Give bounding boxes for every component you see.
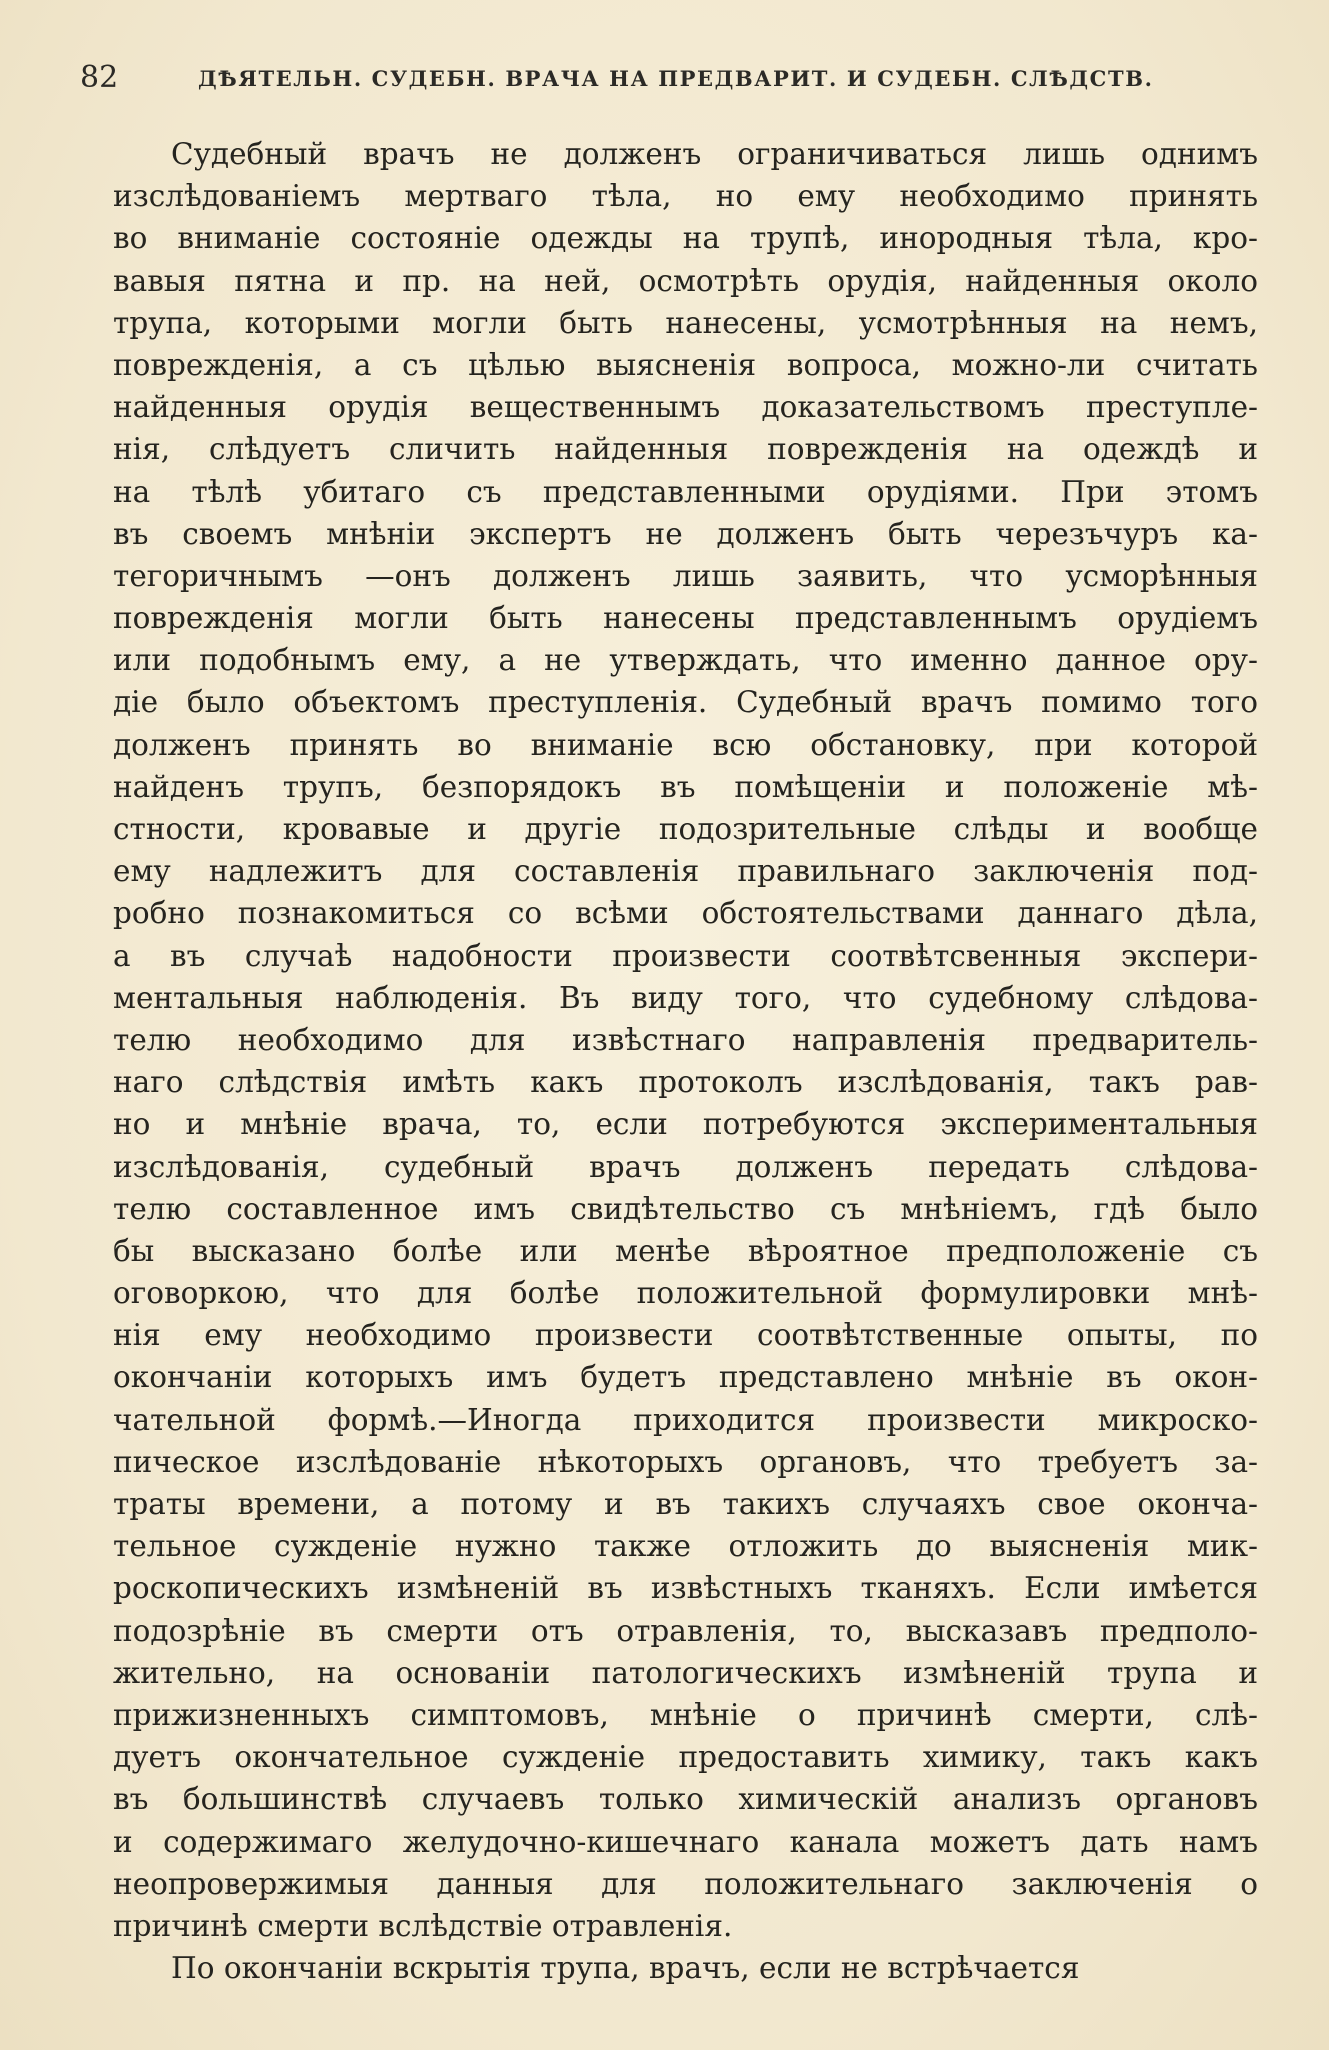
text-line: во вниманіе состояніе одежды на трупѣ, инородныя тѣла, кро-	[113, 221, 1258, 256]
text-line: бы высказано болѣе или менѣе вѣроятное предположеніе съ	[113, 1233, 1258, 1268]
text-line: тельное сужденіе нужно также отложить до выясненія мик-	[113, 1529, 1258, 1564]
text-line: поврежденія могли быть нанесены представленнымъ орудіемъ	[113, 601, 1258, 636]
running-title: ДѢЯТЕЛЬН. СУДЕБН. ВРАЧА НА ПРЕДВАРИТ. И СУДЕБН. СЛѢДСТВ.	[198, 66, 1154, 91]
text-line: на тѣлѣ убитаго съ представленными орудіями. При этомъ	[113, 474, 1258, 509]
text-line: ментальныя наблюденія. Въ виду того, что судебному слѣдова-	[113, 980, 1258, 1015]
body-text	[113, 133, 1258, 1989]
text-line: прижизненныхъ симптомовъ, мнѣніе о причинѣ смерти, слѣ-	[113, 1697, 1258, 1732]
text-line: оговоркою, что для болѣе положительной формулировки мнѣ-	[113, 1276, 1258, 1311]
text-line: дуетъ окончательное сужденіе предоставить химику, такъ какъ	[113, 1740, 1258, 1775]
page-number: 82	[80, 60, 119, 95]
text-line: наго слѣдствія имѣть какъ протоколъ изслѣдованія, такъ рав-	[113, 1065, 1258, 1100]
text-line: поврежденія, а съ цѣлью выясненія вопроса, можно-ли считать	[113, 347, 1258, 382]
text-line: жительно, на основаніи патологическихъ измѣненій трупа и	[113, 1655, 1258, 1690]
text-line: найденъ трупъ, безпорядокъ въ помѣщеніи и положеніе мѣ-	[113, 769, 1258, 804]
text-line: траты времени, а потому и въ такихъ случаяхъ свое оконча-	[113, 1487, 1258, 1521]
text-line: діе было объектомъ преступленія. Судебный врачъ помимо того	[113, 685, 1258, 720]
text-line: неопровержимыя данныя для положительнаго заключенія о	[113, 1866, 1258, 1901]
text-line: пическое изслѣдованіе нѣкоторыхъ органовъ, что требуетъ за-	[113, 1444, 1258, 1479]
text-line: причинѣ смерти вслѣдствіе отравленія.	[113, 1908, 733, 1943]
running-header	[80, 58, 1260, 98]
text-line: ему надлежитъ для составленія правильнаго заключенія под-	[113, 854, 1258, 889]
text-line: окончаніи которыхъ имъ будетъ представлено мнѣніе въ окон-	[113, 1360, 1258, 1395]
text-line: вавыя пятна и пр. на ней, осмотрѣть орудія, найденныя около	[113, 263, 1258, 298]
text-line: нія ему необходимо произвести соотвѣтственные опыты, по	[113, 1318, 1258, 1353]
text-line: стности, кровавые и другіе подозрительные слѣды и вообще	[113, 812, 1258, 846]
text-line: роскопическихъ измѣненій въ извѣстныхъ тканяхъ. Если имѣется	[113, 1571, 1258, 1606]
text-line: изслѣдованія, судебный врачъ долженъ передать слѣдова-	[113, 1149, 1258, 1184]
text-line: въ своемъ мнѣніи экспертъ не долженъ быть черезъчуръ ка-	[113, 516, 1258, 551]
text-line: долженъ принять во вниманіе всю обстановку, при которой	[113, 727, 1258, 762]
text-line: нія, слѣдуетъ сличить найденныя поврежденія на одеждѣ и	[113, 432, 1258, 467]
text-line: а въ случаѣ надобности произвести соотвѣтсвенныя экспери-	[113, 938, 1258, 973]
text-line: изслѣдованіемъ мертваго тѣла, но ему необходимо принять	[113, 179, 1258, 214]
text-line: трупа, которыми могли быть нанесены, усмотрѣнныя на немъ,	[113, 305, 1258, 340]
text-line: въ большинствѣ случаевъ только химическій анализъ органовъ	[113, 1782, 1258, 1817]
text-line: Судебный врачъ не долженъ ограничиваться лишь однимъ	[171, 137, 1258, 171]
text-line: найденныя орудія вещественнымъ доказательствомъ преступле-	[113, 390, 1258, 425]
text-line: телю составленное имъ свидѣтельство съ мнѣніемъ, гдѣ было	[113, 1191, 1258, 1226]
text-line: но и мнѣніе врача, то, если потребуются экспериментальныя	[113, 1107, 1258, 1142]
text-line: тегоричнымъ —онъ долженъ лишь заявить, что усморѣнныя	[113, 558, 1258, 593]
text-line: телю необходимо для извѣстнаго направленія предваритель-	[113, 1022, 1258, 1057]
text-line: чательной формѣ.—Иногда приходится произвести микроско-	[113, 1402, 1258, 1437]
text-line: или подобнымъ ему, а не утверждать, что именно данное ору-	[113, 643, 1258, 678]
text-line: По окончаніи вскрытія трупа, врачъ, если не встрѣчается	[171, 1951, 1080, 1986]
text-line: подозрѣніе въ смерти отъ отравленія, то, высказавъ предполо-	[113, 1613, 1258, 1648]
text-line: и содержимаго желудочно-кишечнаго канала можетъ дать намъ	[113, 1824, 1258, 1859]
text-line: робно познакомиться со всѣми обстоятельствами даннаго дѣла,	[113, 896, 1258, 931]
